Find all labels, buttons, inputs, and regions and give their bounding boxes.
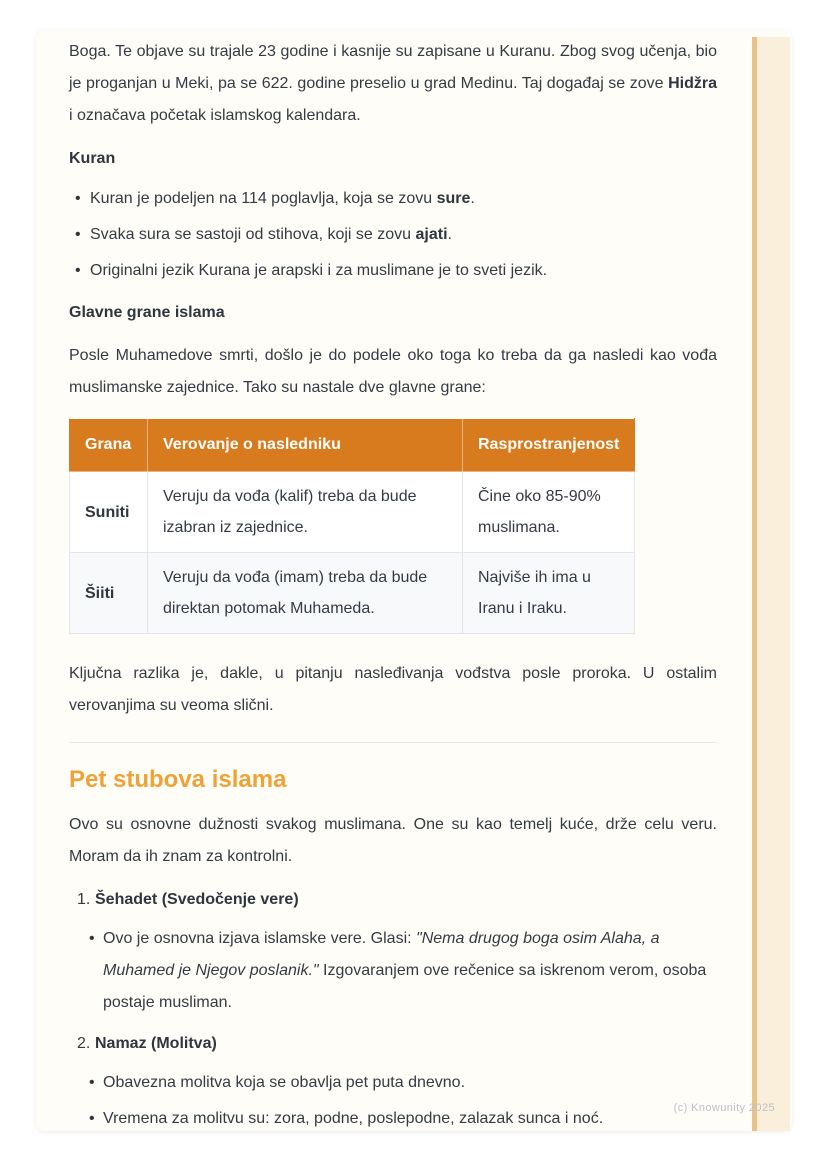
- page-edge-stripe: [752, 37, 790, 1131]
- sublist-item-vremena: • Vremena za molitvu su: zora, podne, poslepodne, zalazak sunca i noć.: [69, 1103, 717, 1135]
- quote-italic: "Nema drugog boga osim Alaha, a Muhamed je Njegov poslanik.": [103, 930, 660, 979]
- sublist-item-izjava: • Ovo je osnovna izjava islamske vere. Glasi: "Nema drugog boga osim Alaha, a Muhamed je Njegov poslanik." Izgovaranjem ove rečenice sa iskrenom verom, osoba postaje musliman.: [69, 923, 717, 1019]
- document-page: [36, 30, 792, 1131]
- branches-table: [69, 418, 635, 634]
- pillar-item-sehadet: [69, 887, 717, 1019]
- cell-belief-siiti: Veruju da vođa (imam) treba da bude direktan potomak Muhameda.: [148, 553, 463, 634]
- list-item-sure: • Kuran je podeljen na 114 poglavlja, koja se zovu sure.: [69, 186, 717, 212]
- pillar-sublist-namaz: [69, 1067, 717, 1135]
- cell-spread-suniti: Čine oko 85-90% muslimana.: [463, 472, 635, 553]
- cell-belief-suniti: Veruju da vođa (kalif) treba da bude izabran iz zajednice.: [148, 472, 463, 553]
- document-content: [69, 30, 717, 1135]
- knowunity-watermark: (c) Knowunity 2025: [673, 1102, 775, 1114]
- section-divider: [69, 742, 717, 743]
- pillar-number: 1.: [77, 891, 91, 908]
- pillar-sublist-sehadet: [69, 923, 717, 1019]
- cell-branch-siiti: Šiiti: [70, 553, 148, 634]
- heading-glavne-grane: Glavne grane islama: [69, 304, 225, 321]
- heading-pet-stubova: Pet stubova islama: [69, 766, 287, 793]
- paragraph-grane: Posle Muhamedove smrti, došlo je do podele oko toga ko treba da ga nasledi kao vođa muslimanske zajednice. Tako su nastale dve glavne grane:: [69, 347, 717, 396]
- list-item-jezik: • Originalni jezik Kurana je arapski i za muslimane je to sveti jezik.: [69, 258, 717, 284]
- pillar-number: 2.: [77, 1035, 91, 1052]
- intro-text-end: i označava početak islamskog kalendara.: [69, 107, 361, 124]
- kuran-list: [69, 186, 717, 284]
- heading-kuran: Kuran: [69, 150, 116, 167]
- intro-text: Boga. Te objave su trajale 23 godine i kasnije su zapisane u Kuranu. Zbog svog učenja, bio je proganjan u Meki, pa se 622. godine preselio u grad Medinu. Taj događaj se zove: [69, 43, 717, 92]
- pillars-list: [69, 887, 717, 1135]
- table-header-grana: Grana: [70, 419, 148, 472]
- list-item-ajati: • Svaka sura se sastoji od stihova, koji se zovu ajati.: [69, 222, 717, 248]
- paragraph-razlika: Ključna razlika je, dakle, u pitanju nasleđivanja vođstva posle proroka. U ostalim verovanjima su veoma slični.: [69, 665, 717, 714]
- pillar-item-namaz: [69, 1031, 717, 1135]
- cell-branch-suniti: Suniti: [70, 472, 148, 553]
- paragraph-intro: [69, 36, 717, 132]
- paragraph-stubovi-intro: Ovo su osnovne dužnosti svakog muslimana. One su kao temelj kuće, drže celu veru. Moram da ih znam za kontrolni.: [69, 816, 717, 865]
- intro-bold-hidzra: Hidžra: [668, 75, 717, 92]
- pillar-title-sehadet: 1. Šehadet (Svedočenje vere): [69, 887, 717, 913]
- table-header-rasprostranjenost: Rasprostranjenost: [463, 419, 635, 472]
- sublist-item-molitva: • Obavezna molitva koja se obavlja pet puta dnevno.: [69, 1067, 717, 1099]
- table-header-row: [70, 419, 635, 472]
- cell-spread-siiti: Najviše ih ima u Iranu i Iraku.: [463, 553, 635, 634]
- table-header-verovanje: Verovanje o nasledniku: [148, 419, 463, 472]
- table-row-suniti: [70, 472, 635, 553]
- table-row-siiti: [70, 553, 635, 634]
- pillar-title-namaz: 2. Namaz (Molitva): [69, 1031, 717, 1057]
